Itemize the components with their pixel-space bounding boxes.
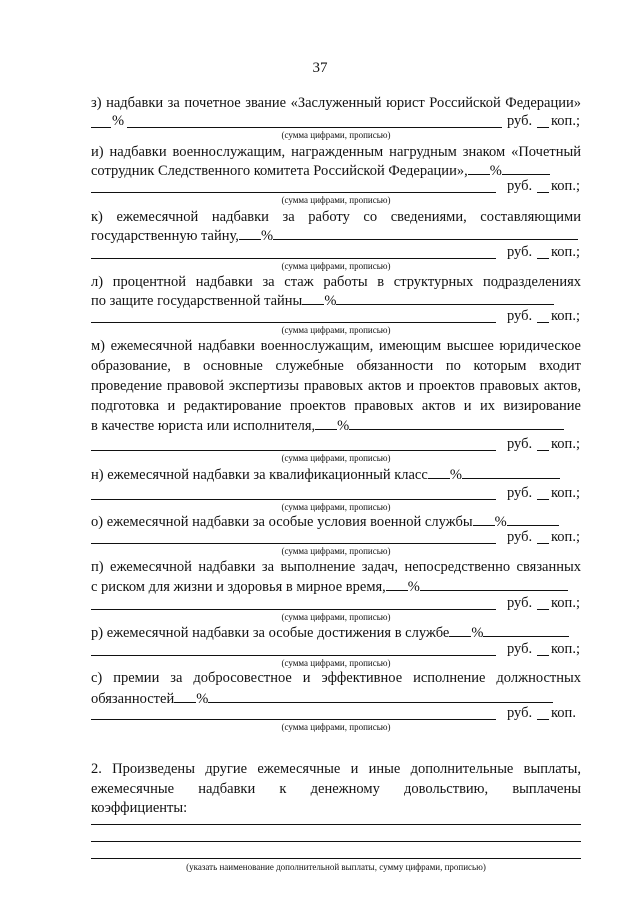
rub-label: руб. [507, 595, 533, 611]
amount-blank[interactable] [483, 623, 569, 637]
percent-blank[interactable] [91, 127, 111, 128]
percent-blank[interactable] [302, 291, 324, 305]
item-p-text-2-label: с риском для жизни и здоровья в мирное время, [91, 579, 386, 595]
percent-blank[interactable] [449, 623, 471, 637]
rub-label: руб. [507, 705, 533, 721]
amount-caption: (сумма цифрами, прописью) [281, 722, 391, 732]
percent-sign: % [407, 579, 420, 595]
rub-label: руб. [507, 485, 533, 501]
percent-sign: % [196, 691, 209, 707]
item-s-text-1: с) премии за добросовестное и эффективное исполнение должностных [91, 670, 581, 686]
percent-blank[interactable] [239, 226, 261, 240]
rub-label: руб. [507, 244, 533, 260]
rub-label: руб. [507, 178, 533, 194]
percent-blank[interactable] [174, 689, 196, 703]
item-n-label: н) ежемесячной надбавки за квалификационный класс [91, 467, 428, 483]
rub-label: руб. [507, 308, 533, 324]
amount-blank[interactable] [91, 609, 496, 610]
kop-label: коп. [551, 705, 576, 721]
item-p-text-1: п) ежемесячной надбавки за выполнение задач, непосредственно связанных [91, 559, 581, 575]
item-m-text-2: образование, в основные служебные обязанности по которым входит [91, 358, 581, 374]
amount-caption: (сумма цифрами, прописью) [281, 453, 391, 463]
percent-sign: % [449, 467, 462, 483]
kop-label: коп.; [551, 485, 580, 501]
amount-blank[interactable] [273, 226, 578, 240]
amount-caption: (сумма цифрами, прописью) [281, 261, 391, 271]
percent-sign: % [324, 293, 337, 309]
amount-blank[interactable] [91, 543, 496, 544]
amount-blank[interactable] [349, 416, 564, 430]
item-m-text-1: м) ежемесячной надбавки военнослужащим, имеющим высшее юридическое [91, 338, 581, 354]
kop-blank[interactable] [537, 192, 549, 193]
amount-blank[interactable] [507, 512, 559, 526]
kop-label: коп.; [551, 436, 580, 452]
kop-label: коп.; [551, 113, 580, 129]
amount-blank[interactable] [462, 465, 560, 479]
percent-sign: % [489, 163, 502, 179]
kop-blank[interactable] [537, 609, 549, 610]
percent-sign: % [260, 228, 274, 244]
amount-blank[interactable] [91, 192, 496, 193]
amount-caption: (сумма цифрами, прописью) [281, 502, 391, 512]
amount-blank[interactable] [91, 719, 496, 720]
section2-caption: (указать наименование дополнительной выплаты, сумму цифрами, прописью) [186, 862, 486, 872]
kop-blank[interactable] [537, 499, 549, 500]
amount-blank[interactable] [91, 322, 496, 323]
amount-blank[interactable] [91, 655, 496, 656]
amount-caption: (сумма цифрами, прописью) [281, 325, 391, 335]
amount-caption: (сумма цифрами, прописью) [281, 130, 391, 140]
percent-blank[interactable] [428, 465, 450, 479]
item-l-text-2-label: по защите государственной тайны [91, 293, 303, 309]
kop-blank[interactable] [537, 258, 549, 259]
rub-label: руб. [507, 436, 533, 452]
kop-blank[interactable] [537, 127, 549, 128]
item-k-text-2-label: государственную тайну, [91, 228, 239, 244]
amount-caption: (сумма цифрами, прописью) [281, 612, 391, 622]
item-i-text-1: и) надбавки военнослужащим, награжденным нагрудным знаком «Почетный [91, 144, 581, 160]
amount-blank[interactable] [208, 689, 553, 703]
item-r-label: р) ежемесячной надбавки за особые достижения в службе [91, 625, 450, 641]
amount-blank[interactable] [420, 577, 568, 591]
percent-sign: % [337, 418, 350, 434]
item-m-text-4: подготовка и редактирование проектов правовых актов и их визирование [91, 398, 581, 414]
percent-sign: % [112, 113, 125, 129]
amount-blank[interactable] [91, 258, 496, 259]
amount-blank[interactable] [91, 499, 496, 500]
item-m-text-5-label: в качестве юриста или исполнителя, [91, 418, 316, 434]
percent-blank[interactable] [473, 512, 495, 526]
rub-label: руб. [507, 529, 533, 545]
amount-blank[interactable] [502, 161, 550, 175]
kop-blank[interactable] [537, 322, 549, 323]
page-number: 37 [312, 60, 328, 76]
kop-label: коп.; [551, 308, 580, 324]
amount-blank[interactable] [336, 291, 554, 305]
kop-blank[interactable] [537, 450, 549, 451]
kop-label: коп.; [551, 595, 580, 611]
rub-label: руб. [507, 641, 533, 657]
kop-blank[interactable] [537, 543, 549, 544]
item-m-text-5 [91, 416, 581, 435]
section2-blank-2[interactable] [91, 841, 581, 842]
kop-blank[interactable] [537, 655, 549, 656]
percent-blank[interactable] [386, 577, 408, 591]
item-s-text-2-label: обязанностей [91, 691, 175, 707]
amount-caption: (сумма цифрами, прописью) [281, 658, 391, 668]
amount-caption: (сумма цифрами, прописью) [281, 195, 391, 205]
percent-sign: % [471, 625, 484, 641]
item-z-text: з) надбавки за почетное звание «Заслуженный юрист Российской Федерации» [91, 95, 581, 111]
item-k-text-1: к) ежемесячной надбавки за работу со сведениями, составляющими [91, 209, 581, 225]
item-l-text-1: л) процентной надбавки за стаж работы в структурных подразделениях [91, 274, 581, 290]
item-o-label: о) ежемесячной надбавки за особые условия военной службы [91, 514, 473, 530]
rub-label: руб. [507, 113, 533, 129]
section2-text-3: коэффициенты: [91, 800, 188, 816]
kop-label: коп.; [551, 244, 580, 260]
item-n-text [91, 465, 581, 484]
item-m-text-3: проведение правовой экспертизы правовых актов и проектов правовых актов, [91, 378, 581, 394]
amount-blank[interactable] [91, 450, 496, 451]
amount-blank[interactable] [127, 127, 502, 128]
section2-blank-1[interactable] [91, 824, 581, 825]
percent-sign: % [494, 514, 507, 530]
section2-text-2: ежемесячные надбавки к денежному довольствию, выплачены [91, 781, 581, 797]
percent-blank[interactable] [468, 161, 490, 175]
kop-label: коп.; [551, 641, 580, 657]
amount-caption: (сумма цифрами, прописью) [281, 546, 391, 556]
section2-text-1: 2. Произведены другие ежемесячные и иные дополнительные выплаты, [91, 761, 581, 777]
item-i-text-2-label: сотрудник Следственного комитета Российской Федерации», [91, 163, 468, 179]
kop-label: коп.; [551, 529, 580, 545]
kop-blank[interactable] [537, 719, 549, 720]
section2-blank-3[interactable] [91, 858, 581, 859]
percent-blank[interactable] [315, 416, 337, 430]
kop-label: коп.; [551, 178, 580, 194]
